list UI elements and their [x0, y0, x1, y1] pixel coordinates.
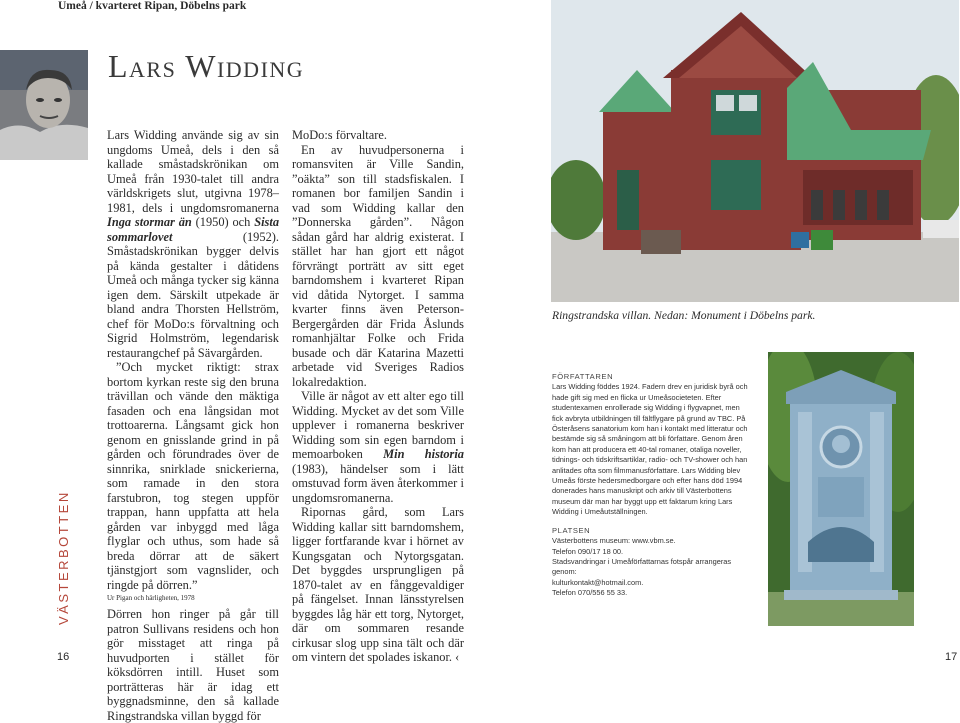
fact-place-line: Stadsvandringar i Umeåförfattarnas fotspår arrangeras genom:: [552, 556, 732, 577]
page-number-right: 17: [945, 651, 958, 663]
paragraph-alter-ego: Ville är något av ett alter ego till Widding. Mycket av det som Ville upplever i romanerna beskriver Widding som sin egen barndom i memoarboken Min historia (1983), händelser som i lätt omstuvad form även återkommer i ungdomsromanerna.: [292, 389, 464, 505]
page-number-left: 16: [57, 651, 70, 663]
fact-place-line: kulturkontakt@hotmail.com.: [552, 577, 644, 587]
quote-paragraph: ”Och mycket riktigt: strax bortom kyrkan reste sig den bruna trävillan och vände den mäktiga fasaden och ena långsidan mot trottoarerna. Långsamt gick hon genom en gnisslande grind in på gården och förundrades över de sinnrika, snirklade snickerierna, som ramade in den stora farstubron, tog stegen uppför trappan, hann uppfatta att hela gården var inbyggd med låga flyglar och uthus, som hade så breda dörrar att de säkert tjänstgjort som vagnslider, och ringde på dörren.”: [107, 360, 279, 592]
page-title: Lars Widding: [108, 48, 305, 84]
fact-heading-place: PLATSEN: [552, 525, 591, 535]
fact-place-line: Telefon 070/556 55 33.: [552, 588, 628, 598]
paragraph-door: Dörren hon ringer på går till patron Sullivans residens och hon gör misstaget att ringa på huvudporten i stället för köksdörren intill. Huset som porträtteras här är idag ett byggnadsminne, den så kallade Ringstrandska villan byggd för: [107, 607, 279, 723]
paragraph-ville: En av huvudpersonerna i romansviten är Ville Sandin, ”oäkta” son till stadsfiskalen. I romanen bor familjen Sandin i vad som Widding kallar den ”Donnerska gården”. Någon sådan gård har aldrig existerat. I stället har han gjort ett något förvrängt porträtt av sitt eget barndomshem i kvarteret Ripan vid dåtida Nytorget. I samma kvarter finns även Peterson-Bergergården där Frida Åslunds romanhjältar Folke och Frida busade och där Katarina Mazetti arbetade vid Sveriges Radios lokalredaktion.: [292, 142, 464, 389]
text-column-1: [107, 128, 279, 723]
paragraph-continuation: MoDo:s förvaltare.: [292, 128, 387, 142]
villa-photo: [551, 0, 959, 302]
quote-credit: Ur Pigan och härligheten, 1978: [107, 594, 195, 602]
region-label: VÄSTERBOTTEN: [56, 490, 71, 625]
fact-heading-author: FÖRFATTAREN: [552, 372, 614, 381]
paragraph-ripan: Ripornas gård, som Lars Widding kallar sitt barndomshem, ligger fortfarande kvar i hörnet av Kungsgatan och Nytorgsgatan. Det byggdes ursprungligen på 1870-talet av en fånggevaldiger på fängelset. Innan länsstyrelsen byggdes låg här ett torg, Nytorget, där om sommaren resande cirkusar slog upp sina tält och där om vintern det spolades iskanor. ‹: [292, 505, 464, 664]
photo-caption: Ringstrandska villan. Nedan: Monument i Döbelns park.: [552, 309, 816, 322]
running-head: Umeå / kvarteret Ripan, Döbelns park: [58, 0, 247, 12]
text-column-2: [292, 128, 464, 665]
monument-photo: [768, 352, 914, 626]
fact-author-text: Lars Widding föddes 1924. Fadern drev en juridisk byrå och hade gift sig med en flicka ur Umeåsocieteten. Efter studentexamen enrollerade sig Widding i flygvapnet, men fick avbryta utbildningen till fältflygare på grund av TBC. På Österåsens sanatorium kom han i kontakt med litteratur och bestämde sig så småningom att bli författare. Genom åren kom han att producera ett 40-tal romaner, otaliga noveller, tidnings- och tidskriftsartiklar, radio- och TV-shower och han anlitades ofta som filmmanusförfattare. Lars Widding blev Umeås förste hedersmedborgare och efter hans död 1994 donerades hans manuskript och arkiv till Västerbottens museum där man har byggt upp ett faktarum kring Lars Widding i Umeåutställningen.: [552, 382, 748, 517]
fact-place-line: Telefon 090/17 18 00.: [552, 546, 624, 556]
fact-place-line: Västerbottens museum: www.vbm.se.: [552, 536, 676, 546]
paragraph-intro: Lars Widding använde sig av sin ungdoms Umeå, dels i den så kallade småstadskrönikan om Umeå från 1930-talet till andra världskrigets slut, utgivna 1978–1981, dels i ungdomsromanerna Inga stormar än (1950) och Sista sommarlovet (1952). Småstadskrönikan bygger delvis på kända gestalter i dåtidens Umeå och många tycker sig känna igen dem. Särskilt utpekade är bland andra Thorsten Hellström, chef för MoDo:s förvaltning och Sigrid Holmström, legendarisk restaurangchef på Sävargården.: [107, 128, 280, 360]
author-portrait: [0, 50, 88, 160]
fact-box: [552, 372, 752, 599]
